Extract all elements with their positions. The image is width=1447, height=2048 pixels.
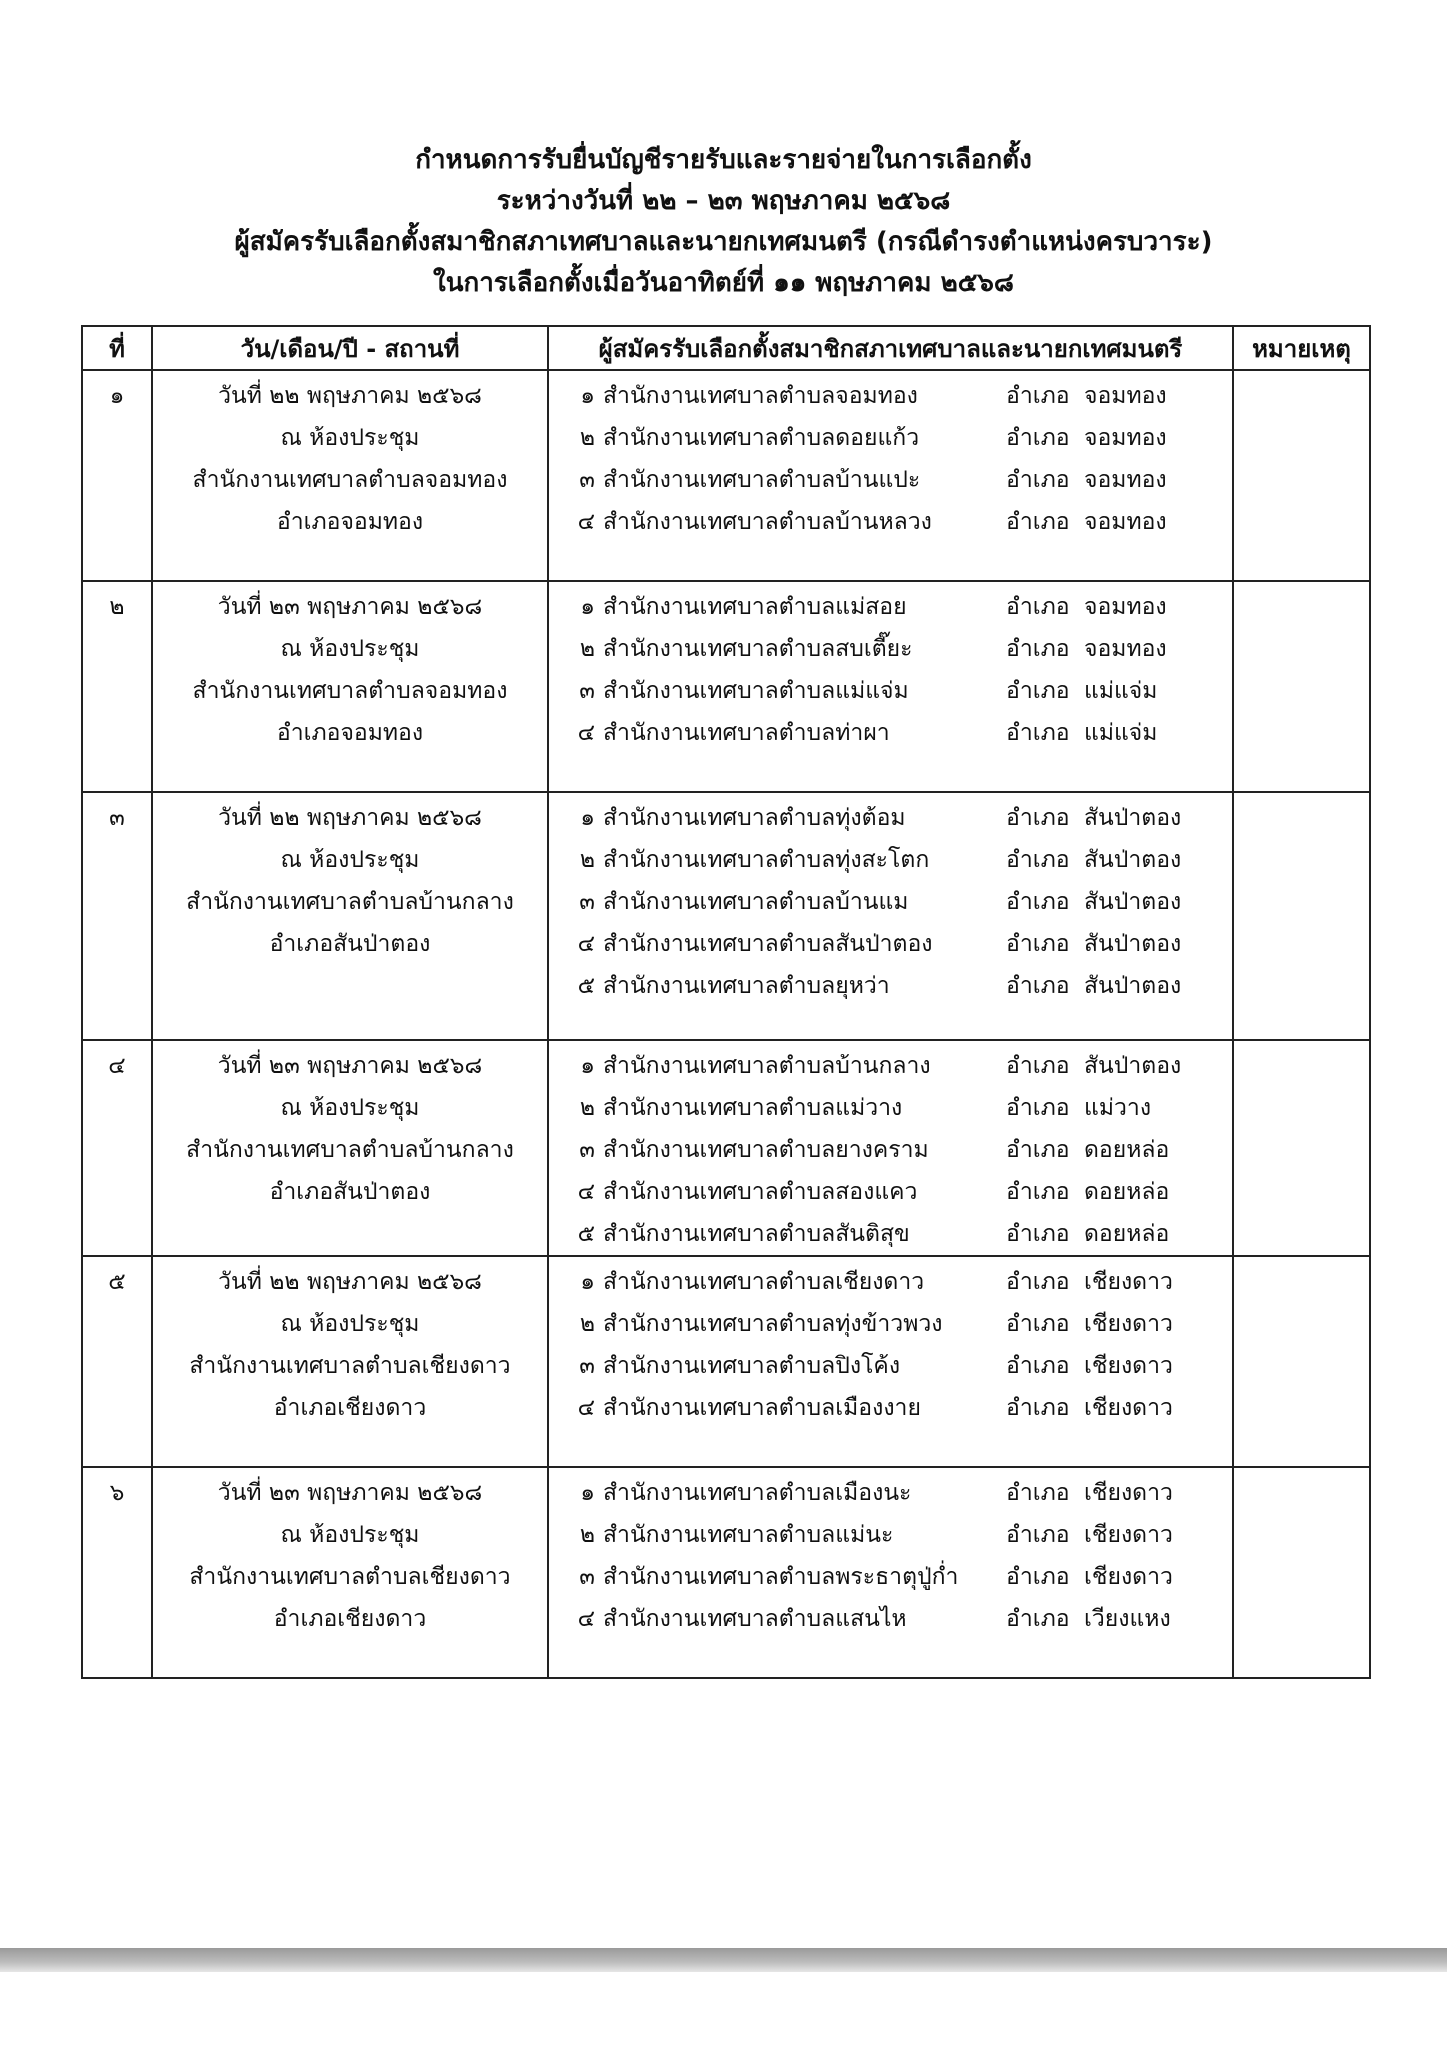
item-number: ๓ xyxy=(579,1137,595,1163)
item-number: ๒ xyxy=(579,1311,595,1337)
schedule-table xyxy=(81,325,1371,1679)
header-candidates: ผู้สมัครรับเลือกตั้งสมาชิกสภาเทศบาลและนายกเทศมนตรี xyxy=(548,326,1233,370)
district-label: อำเภอ xyxy=(1006,1606,1070,1632)
title-line-3: ผู้สมัครรับเลือกตั้งสมาชิกสภาเทศบาลและนายกเทศมนตรี (กรณีดำรงตำแหน่งครบวาระ) xyxy=(234,227,1213,257)
remark-cell xyxy=(1233,1467,1370,1678)
row-number: ๕ xyxy=(108,1269,126,1295)
municipal-office: สำนักงานเทศบาลตำบลทุ่งข้าวพวง xyxy=(603,1311,943,1337)
district-label: อำเภอ xyxy=(1006,636,1070,662)
district-name: แม่วาง xyxy=(1084,1095,1152,1121)
municipal-office: สำนักงานเทศบาลตำบลแม่นะ xyxy=(603,1522,894,1548)
district-label: อำเภอ xyxy=(1006,383,1070,409)
item-number: ๒ xyxy=(579,425,595,451)
municipal-office: สำนักงานเทศบาลตำบลท่าผา xyxy=(603,720,890,746)
district-name: เชียงดาว xyxy=(1084,1564,1173,1590)
venue-venue: ณ ห้องประชุม xyxy=(280,425,420,451)
table-row xyxy=(82,370,1370,581)
district-label: อำเภอ xyxy=(1006,467,1070,493)
list-item xyxy=(549,1598,1232,1640)
venue-date: วันที่ ๒๓ พฤษภาคม ๒๕๖๘ xyxy=(217,594,483,620)
list-item xyxy=(549,881,1232,923)
district-name: ดอยหล่อ xyxy=(1084,1137,1170,1163)
district-name: สันป่าตอง xyxy=(1084,1053,1182,1079)
item-number: ๑ xyxy=(580,1480,595,1506)
document-header xyxy=(0,140,1447,304)
district-name: สันป่าตอง xyxy=(1084,889,1182,915)
list-item xyxy=(549,628,1232,670)
venue-date: วันที่ ๒๓ พฤษภาคม ๒๕๖๘ xyxy=(217,1480,483,1506)
district-label: อำเภอ xyxy=(1006,805,1070,831)
district-name: จอมทอง xyxy=(1084,425,1167,451)
district-name: จอมทอง xyxy=(1084,509,1167,535)
item-number: ๑ xyxy=(580,805,595,831)
district-name: จอมทอง xyxy=(1084,383,1167,409)
item-number: ๑ xyxy=(580,1269,595,1295)
municipal-office: สำนักงานเทศบาลตำบลจอมทอง xyxy=(603,383,918,409)
venue-office: สำนักงานเทศบาลตำบลเชียงดาว xyxy=(189,1353,511,1379)
municipal-office: สำนักงานเทศบาลตำบลบ้านกลาง xyxy=(603,1053,931,1079)
venue-venue: ณ ห้องประชุม xyxy=(280,1311,420,1337)
header-when-where: วัน/เดือน/ปี - สถานที่ xyxy=(152,326,548,370)
candidates-cell xyxy=(548,1040,1233,1256)
municipal-office: สำนักงานเทศบาลตำบลแม่สอย xyxy=(603,594,907,620)
header-remark: หมายเหตุ xyxy=(1233,326,1370,370)
row-number: ๔ xyxy=(108,1053,126,1079)
district-label: อำเภอ xyxy=(1006,1395,1070,1421)
venue-amphoe: อำเภอเชียงดาว xyxy=(273,1395,427,1421)
list-item xyxy=(549,1171,1232,1213)
item-number: ๓ xyxy=(579,467,595,493)
list-item xyxy=(549,965,1232,1007)
district-name: จอมทอง xyxy=(1084,467,1167,493)
municipal-office: สำนักงานเทศบาลตำบลสบเตี๊ยะ xyxy=(603,636,913,662)
venue-office: สำนักงานเทศบาลตำบลเชียงดาว xyxy=(189,1564,511,1590)
district-name: สันป่าตอง xyxy=(1084,847,1182,873)
candidates-cell xyxy=(548,581,1233,792)
item-number: ๑ xyxy=(580,383,595,409)
district-label: อำเภอ xyxy=(1006,1480,1070,1506)
item-number: ๕ xyxy=(577,973,595,999)
row-number: ๓ xyxy=(109,805,125,831)
table-row xyxy=(82,1467,1370,1678)
district-label: อำเภอ xyxy=(1006,1179,1070,1205)
municipal-office: สำนักงานเทศบาลตำบลสันติสุข xyxy=(603,1221,910,1247)
district-name: จอมทอง xyxy=(1084,594,1167,620)
district-label: อำเภอ xyxy=(1006,973,1070,999)
row-number-cell xyxy=(82,1467,152,1678)
municipal-office: สำนักงานเทศบาลตำบลบ้านแปะ xyxy=(603,467,921,493)
venue-venue: ณ ห้องประชุม xyxy=(280,847,420,873)
district-label: อำเภอ xyxy=(1006,1095,1070,1121)
municipal-office: สำนักงานเทศบาลตำบลแสนไห xyxy=(603,1606,907,1632)
item-number: ๓ xyxy=(579,889,595,915)
list-item xyxy=(549,1303,1232,1345)
district-label: อำเภอ xyxy=(1006,1311,1070,1337)
item-number: ๕ xyxy=(577,1221,595,1247)
item-number: ๔ xyxy=(577,931,595,957)
list-item xyxy=(549,712,1232,754)
row-number-cell xyxy=(82,370,152,581)
district-label: อำเภอ xyxy=(1006,847,1070,873)
municipal-office: สำนักงานเทศบาลตำบลทุ่งสะโตก xyxy=(603,847,930,873)
list-item xyxy=(549,1045,1232,1087)
candidates-cell xyxy=(548,370,1233,581)
venue-amphoe: อำเภอสันป่าตอง xyxy=(269,1179,431,1205)
remark-cell xyxy=(1233,792,1370,1040)
municipal-office: สำนักงานเทศบาลตำบลเชียงดาว xyxy=(603,1269,925,1295)
remark-cell xyxy=(1233,1040,1370,1256)
list-item xyxy=(549,1129,1232,1171)
municipal-office: สำนักงานเทศบาลตำบลสันป่าตอง xyxy=(603,931,933,957)
venue-date: วันที่ ๒๒ พฤษภาคม ๒๕๖๘ xyxy=(218,1269,482,1295)
remark-cell xyxy=(1233,581,1370,792)
district-name: เชียงดาว xyxy=(1084,1353,1173,1379)
district-label: อำเภอ xyxy=(1006,720,1070,746)
item-number: ๓ xyxy=(579,1353,595,1379)
list-item xyxy=(549,586,1232,628)
item-number: ๔ xyxy=(577,1395,595,1421)
title-line-2: ระหว่างวันที่ ๒๒ – ๒๓ พฤษภาคม ๒๕๖๘ xyxy=(496,186,951,216)
venue-venue: ณ ห้องประชุม xyxy=(280,1095,420,1121)
venue-office: สำนักงานเทศบาลตำบลจอมทอง xyxy=(192,467,508,493)
district-label: อำเภอ xyxy=(1006,1564,1070,1590)
header-no: ที่ xyxy=(82,326,152,370)
row-number: ๒ xyxy=(109,594,125,620)
item-number: ๔ xyxy=(577,509,595,535)
list-item xyxy=(549,1213,1232,1255)
row-number-cell xyxy=(82,581,152,792)
list-item xyxy=(549,839,1232,881)
candidates-cell xyxy=(548,1467,1233,1678)
date-venue-cell xyxy=(152,1040,548,1256)
district-name: เวียงแหง xyxy=(1084,1606,1171,1632)
municipal-office: สำนักงานเทศบาลตำบลทุ่งต้อม xyxy=(603,805,906,831)
venue-amphoe: อำเภอจอมทอง xyxy=(276,720,424,746)
list-item xyxy=(549,923,1232,965)
list-item xyxy=(549,1345,1232,1387)
item-number: ๒ xyxy=(579,1095,595,1121)
district-label: อำเภอ xyxy=(1006,1053,1070,1079)
venue-amphoe: อำเภอจอมทอง xyxy=(276,509,424,535)
date-venue-cell xyxy=(152,1467,548,1678)
list-item xyxy=(549,1261,1232,1303)
row-number: ๖ xyxy=(109,1480,125,1506)
municipal-office: สำนักงานเทศบาลตำบลเมืองงาย xyxy=(603,1395,921,1421)
district-name: แม่แจ่ม xyxy=(1084,678,1158,704)
municipal-office: สำนักงานเทศบาลตำบลพระธาตุปู่ก่ำ xyxy=(603,1564,959,1590)
list-item xyxy=(549,417,1232,459)
venue-amphoe: อำเภอเชียงดาว xyxy=(273,1606,427,1632)
list-item xyxy=(549,501,1232,543)
venue-venue: ณ ห้องประชุม xyxy=(280,1522,420,1548)
municipal-office: สำนักงานเทศบาลตำบลยางคราม xyxy=(603,1137,929,1163)
list-item xyxy=(549,797,1232,839)
district-label: อำเภอ xyxy=(1006,889,1070,915)
district-name: สันป่าตอง xyxy=(1084,973,1182,999)
date-venue-cell xyxy=(152,370,548,581)
date-venue-cell xyxy=(152,581,548,792)
list-item xyxy=(549,459,1232,501)
district-label: อำเภอ xyxy=(1006,678,1070,704)
candidates-cell xyxy=(548,792,1233,1040)
list-item xyxy=(549,1087,1232,1129)
table-header-row xyxy=(82,326,1370,370)
district-name: เชียงดาว xyxy=(1084,1269,1173,1295)
date-venue-cell xyxy=(152,1256,548,1467)
venue-venue: ณ ห้องประชุม xyxy=(280,636,420,662)
district-label: อำเภอ xyxy=(1006,1522,1070,1548)
district-name: แม่แจ่ม xyxy=(1084,720,1158,746)
list-item xyxy=(549,1556,1232,1598)
scan-edge-band xyxy=(0,1948,1447,1972)
item-number: ๔ xyxy=(577,720,595,746)
district-label: อำเภอ xyxy=(1006,1353,1070,1379)
list-item xyxy=(549,670,1232,712)
table-row xyxy=(82,792,1370,1040)
item-number: ๓ xyxy=(579,1564,595,1590)
remark-cell xyxy=(1233,1256,1370,1467)
item-number: ๔ xyxy=(577,1179,595,1205)
venue-office: สำนักงานเทศบาลตำบลบ้านกลาง xyxy=(186,889,514,915)
venue-date: วันที่ ๒๒ พฤษภาคม ๒๕๖๘ xyxy=(218,805,482,831)
item-number: ๒ xyxy=(579,1522,595,1548)
district-name: สันป่าตอง xyxy=(1084,805,1182,831)
list-item xyxy=(549,375,1232,417)
table-row xyxy=(82,1040,1370,1256)
district-name: เชียงดาว xyxy=(1084,1311,1173,1337)
venue-date: วันที่ ๒๒ พฤษภาคม ๒๕๖๘ xyxy=(218,383,482,409)
district-name: จอมทอง xyxy=(1084,636,1167,662)
district-label: อำเภอ xyxy=(1006,931,1070,957)
candidates-cell xyxy=(548,1256,1233,1467)
district-label: อำเภอ xyxy=(1006,425,1070,451)
title-line-4: ในการเลือกตั้งเมื่อวันอาทิตย์ที่ ๑๑ พฤษภาคม ๒๕๖๘ xyxy=(433,268,1014,298)
item-number: ๒ xyxy=(579,636,595,662)
district-name: เชียงดาว xyxy=(1084,1480,1173,1506)
district-label: อำเภอ xyxy=(1006,1269,1070,1295)
municipal-office: สำนักงานเทศบาลตำบลบ้านแม xyxy=(603,889,909,915)
municipal-office: สำนักงานเทศบาลตำบลบ้านหลวง xyxy=(603,509,932,535)
district-label: อำเภอ xyxy=(1006,594,1070,620)
district-label: อำเภอ xyxy=(1006,1221,1070,1247)
municipal-office: สำนักงานเทศบาลตำบลสองแคว xyxy=(603,1179,918,1205)
municipal-office: สำนักงานเทศบาลตำบลแม่แจ่ม xyxy=(603,678,909,704)
venue-amphoe: อำเภอสันป่าตอง xyxy=(269,931,431,957)
table-row xyxy=(82,1256,1370,1467)
municipal-office: สำนักงานเทศบาลตำบลเมืองนะ xyxy=(603,1480,912,1506)
venue-date: วันที่ ๒๓ พฤษภาคม ๒๕๖๘ xyxy=(217,1053,483,1079)
row-number-cell xyxy=(82,1040,152,1256)
list-item xyxy=(549,1472,1232,1514)
district-label: อำเภอ xyxy=(1006,509,1070,535)
district-name: เชียงดาว xyxy=(1084,1522,1173,1548)
venue-office: สำนักงานเทศบาลตำบลบ้านกลาง xyxy=(186,1137,514,1163)
row-number: ๑ xyxy=(109,383,125,409)
district-name: สันป่าตอง xyxy=(1084,931,1182,957)
title-line-1: กำหนดการรับยื่นบัญชีรายรับและรายจ่ายในการเลือกตั้ง xyxy=(415,145,1032,175)
item-number: ๓ xyxy=(579,678,595,704)
district-name: ดอยหล่อ xyxy=(1084,1221,1170,1247)
district-name: เชียงดาว xyxy=(1084,1395,1173,1421)
item-number: ๔ xyxy=(577,1606,595,1632)
municipal-office: สำนักงานเทศบาลตำบลยุหว่า xyxy=(603,973,890,999)
remark-cell xyxy=(1233,370,1370,581)
list-item xyxy=(549,1387,1232,1429)
municipal-office: สำนักงานเทศบาลตำบลแม่วาง xyxy=(603,1095,903,1121)
item-number: ๑ xyxy=(580,1053,595,1079)
row-number-cell xyxy=(82,1256,152,1467)
district-label: อำเภอ xyxy=(1006,1137,1070,1163)
item-number: ๑ xyxy=(580,594,595,620)
date-venue-cell xyxy=(152,792,548,1040)
list-item xyxy=(549,1514,1232,1556)
table-row xyxy=(82,581,1370,792)
municipal-office: สำนักงานเทศบาลตำบลปิงโค้ง xyxy=(603,1353,901,1379)
item-number: ๒ xyxy=(579,847,595,873)
district-name: ดอยหล่อ xyxy=(1084,1179,1170,1205)
venue-office: สำนักงานเทศบาลตำบลจอมทอง xyxy=(192,678,508,704)
row-number-cell xyxy=(82,792,152,1040)
municipal-office: สำนักงานเทศบาลตำบลดอยแก้ว xyxy=(603,425,920,451)
